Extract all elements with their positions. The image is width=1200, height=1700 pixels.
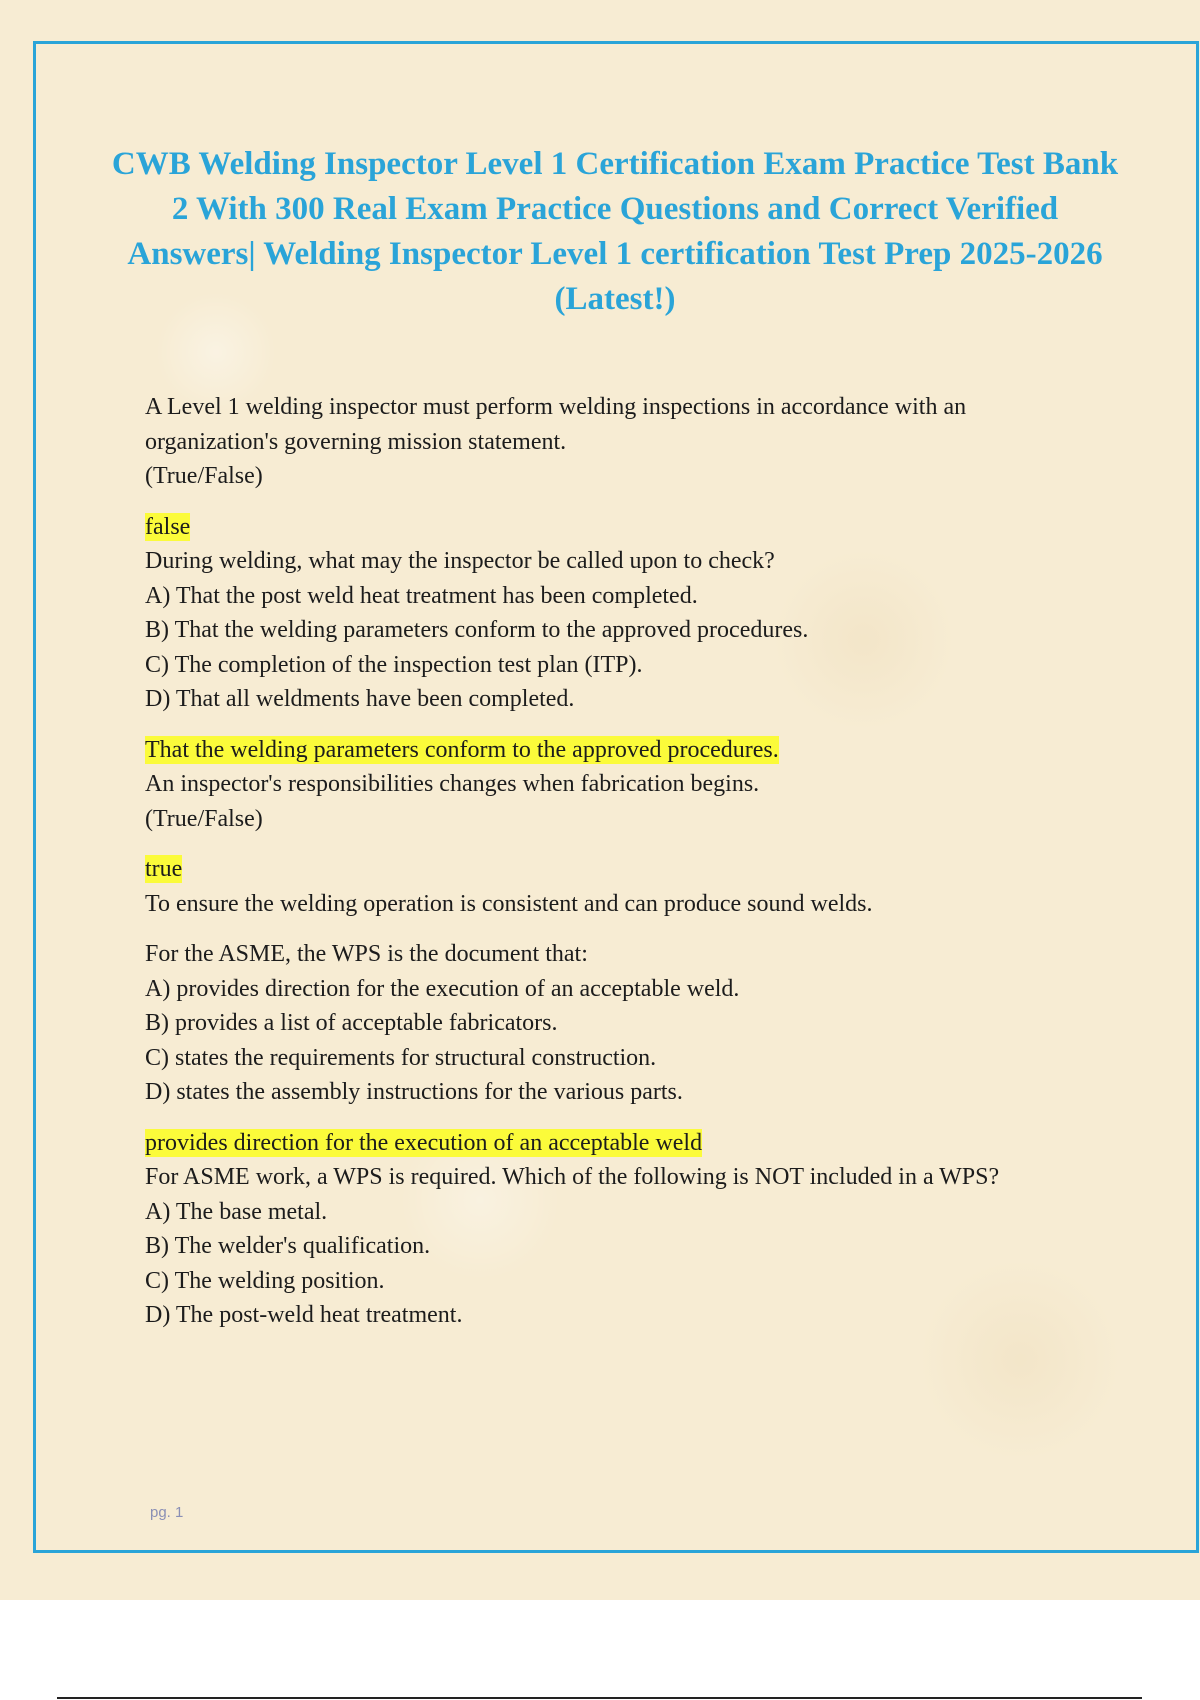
- option-a: A) That the post weld heat treatment has been completed.: [145, 582, 698, 609]
- question-list: [145, 390, 1095, 1349]
- question-text: To ensure the welding operation is consistent and can produce sound welds.: [145, 890, 873, 917]
- option-b: B) The welder's qualification.: [145, 1233, 431, 1259]
- option-c: C) The welding position.: [145, 1267, 385, 1294]
- answer-highlight: That the welding parameters conform to the approved procedures.: [145, 736, 779, 763]
- question-text: For the ASME, the WPS is the document that:: [145, 941, 588, 967]
- question-block: [145, 544, 1095, 717]
- question-format: (True/False): [145, 463, 263, 489]
- answer-highlight: provides direction for the execution of an acceptable weld: [145, 1129, 703, 1156]
- question-block: [145, 937, 1095, 1110]
- option-a: A) provides direction for the execution of an acceptable weld.: [145, 975, 740, 1002]
- question-block: [145, 1160, 1095, 1333]
- question-text: For ASME work, a WPS is required. Which of the following is NOT included in a WPS?: [145, 1164, 1000, 1190]
- option-d: D) The post-weld heat treatment.: [145, 1302, 463, 1328]
- answer: [145, 733, 1095, 768]
- answer: [145, 510, 1095, 545]
- answer: [145, 1126, 1095, 1161]
- page-number: pg. 1: [150, 1504, 184, 1521]
- footer-divider: [57, 1697, 1142, 1699]
- option-c: C) states the requirements for structural construction.: [145, 1044, 657, 1071]
- question-block: [145, 767, 1095, 836]
- question-block: [145, 887, 1095, 922]
- option-c: C) The completion of the inspection test plan (ITP).: [145, 651, 643, 678]
- question-text: During welding, what may the inspector be called upon to check?: [145, 548, 775, 574]
- option-d: D) That all weldments have been completed.: [145, 686, 575, 712]
- question-format: (True/False): [145, 805, 263, 832]
- option-b: B) provides a list of acceptable fabricators.: [145, 1010, 558, 1036]
- answer: [145, 852, 1095, 887]
- option-a: A) The base metal.: [145, 1198, 328, 1225]
- answer-highlight: true: [145, 856, 183, 882]
- question-text: An inspector's responsibilities changes when fabrication begins.: [145, 771, 760, 797]
- question-text: A Level 1 welding inspector must perform welding inspections in accordance with an organization's governing mission statement.: [145, 394, 967, 455]
- document-title: CWB Welding Inspector Level 1 Certification Exam Practice Test Bank 2 With 300 Real Exam Practice Questions and Correct Verified Answers| Welding Inspector Level 1 certification Test Prep 2025-2026 (Latest!): [111, 146, 1119, 317]
- answer-highlight: false: [145, 513, 191, 540]
- option-d: D) states the assembly instructions for the various parts.: [145, 1079, 683, 1105]
- option-b: B) That the welding parameters conform to the approved procedures.: [145, 617, 809, 643]
- question-block: [145, 390, 1095, 494]
